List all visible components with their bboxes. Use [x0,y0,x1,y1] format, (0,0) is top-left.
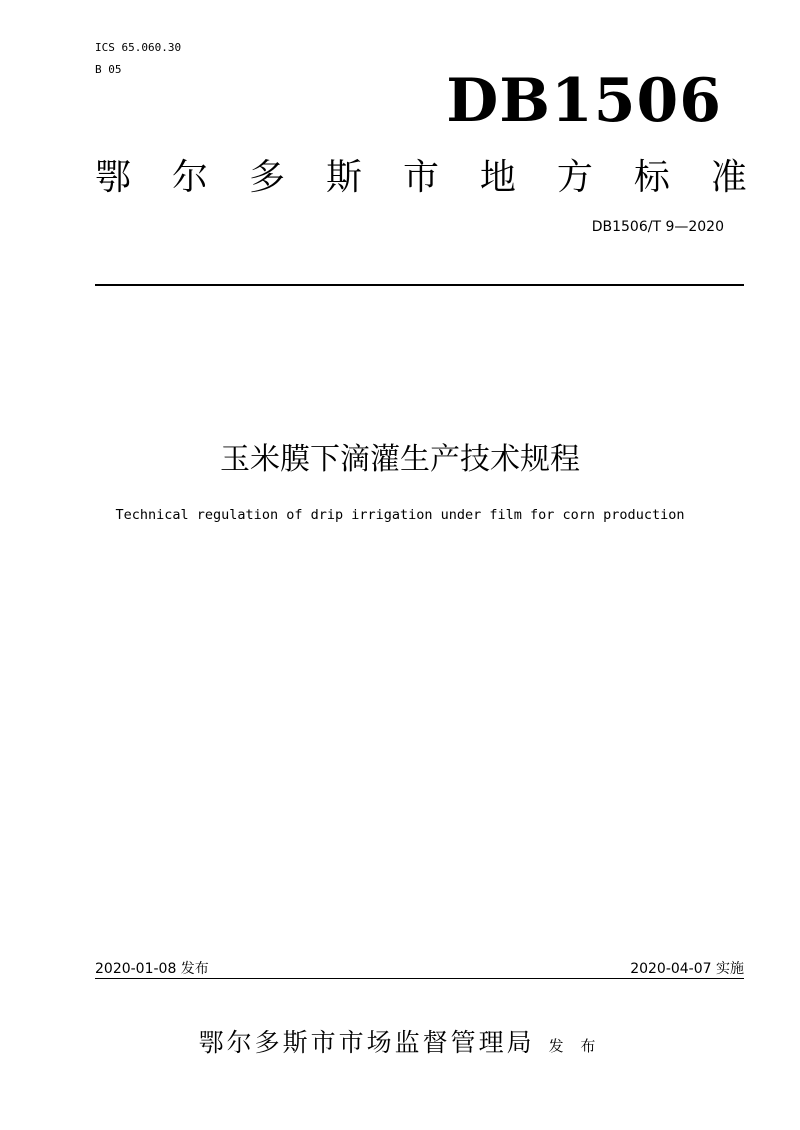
standard-category-char: 准 [710,157,747,198]
issuer-name: 鄂尔多斯市市场监督管理局 [198,1028,535,1057]
standard-category-char: 鄂 [95,157,132,198]
standard-category-char: 斯 [325,157,362,198]
issue-date: 2020-01-08 发布 [95,961,209,977]
standard-category-char: 标 [633,157,670,198]
standard-category-char: 市 [402,157,439,198]
standard-category-char: 地 [479,157,516,198]
issuer-action: 发 布 [548,1037,602,1055]
standard-category-char: 多 [248,157,285,198]
standard-category-title [95,155,747,201]
ics-code: ICS 65.060.30 [95,41,182,54]
standard-category-char: 尔 [171,157,208,198]
bottom-divider [95,978,744,979]
implementation-date: 2020-04-07 实施 [630,961,744,977]
document-title-english: Technical regulation of drip irrigation under film for corn production [115,507,685,523]
ccs-code: B 05 [95,63,122,76]
standard-category-char: 方 [556,157,593,198]
issuer-line [0,1027,800,1062]
standard-logo: DB1506 [446,66,722,136]
standard-number: DB1506/T 9—2020 [591,219,724,235]
document-title-chinese: 玉米膜下滴灌生产技术规程 [220,442,580,477]
top-divider [95,284,744,286]
